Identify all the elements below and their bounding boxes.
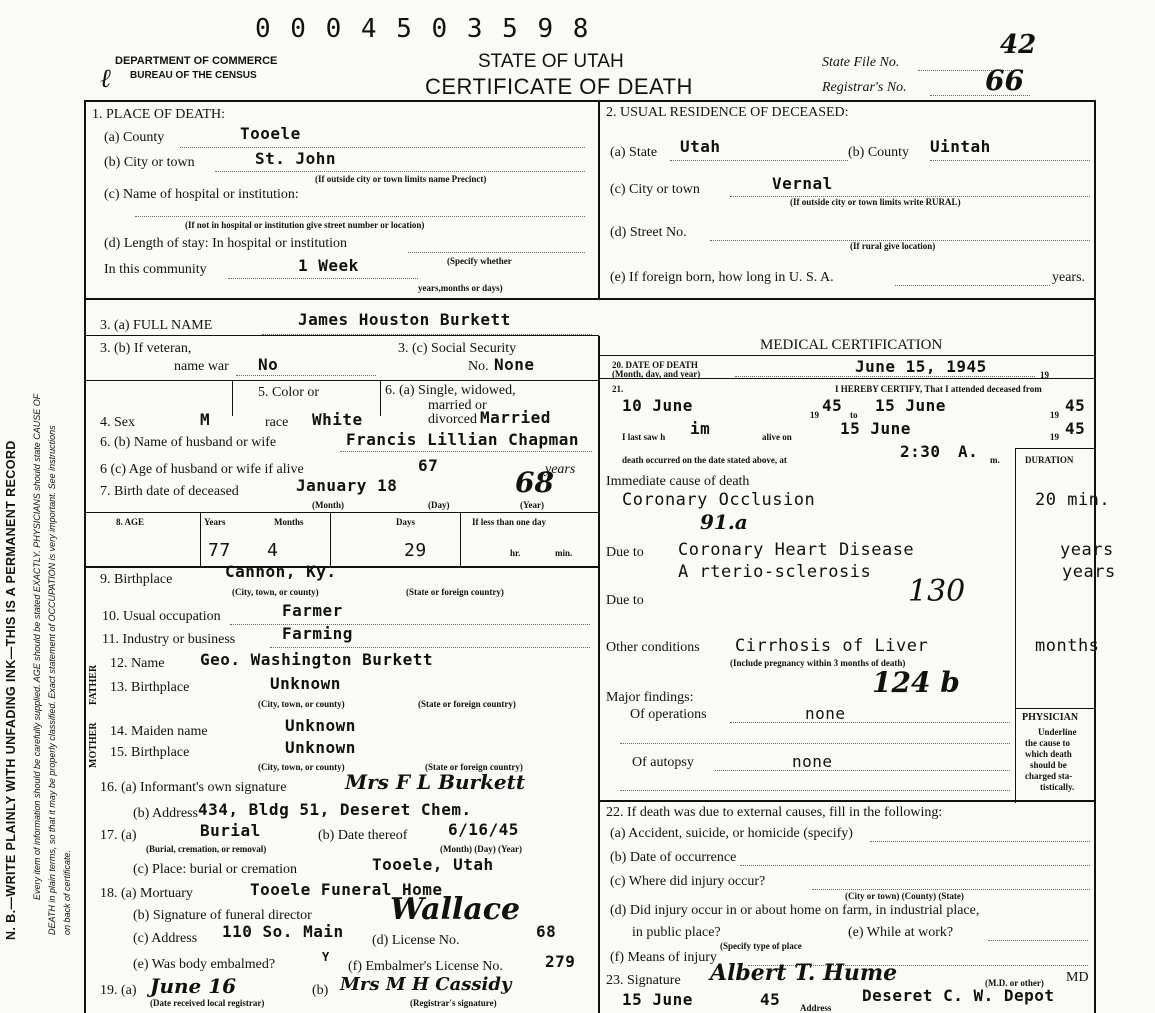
mortuary-address-value: 110 So. Main [222,922,344,941]
other-conditions-value: Cirrhosis of Liver [735,636,929,656]
mother-note-2: (State or foreign country) [425,762,523,772]
age-years-value: 77 [208,540,231,561]
res-street-note: (If rural give location) [850,241,936,251]
race-label: race [265,415,289,430]
pod-city-value: St. John [255,149,337,168]
age-years-head: Years [204,517,226,527]
res-county-value: Uintah [930,137,991,156]
father-note-2: (State or foreign country) [418,699,516,709]
attended-from-year: 45 [822,396,843,415]
informant-address-value: 434, Bldg 51, Deseret Chem. [198,800,472,819]
license-label: (d) License No. [372,933,460,948]
age-days-head: Days [396,517,416,527]
signature-date-year: 45 [760,990,781,1009]
mother-birthplace-value: Unknown [285,738,356,757]
certificate-title: CERTIFICATE OF DEATH [425,74,693,99]
pod-hospital-label: (c) Name of hospital or institution: [104,187,299,202]
birthplace-note-1: (City, town, or county) [232,587,319,597]
attended-19b: 19 [1050,410,1059,420]
death-am-value: A. [958,442,979,461]
serial-number: 0 0 0 4 5 0 3 5 9 8 [255,14,591,44]
registrar-signature-note: (Registrar's signature) [410,998,497,1008]
father-name-label: 12. Name [110,656,165,671]
alive-on-year: 45 [1065,419,1086,438]
external-b-label: (b) Date of occurrence [610,850,737,865]
informant-signature: Mrs F L Burkett [345,770,526,794]
external-d2-label: in public place? [632,925,721,940]
death-m-label: m. [990,455,1000,465]
attended-to-year: 45 [1065,396,1086,415]
duration-3-value: years [1062,562,1116,582]
burial-note: (Burial, cremation, or removal) [146,844,267,854]
father-note-1: (City, town, or county) [258,699,345,709]
registrar-date-value: June 16 [150,974,237,998]
pod-stay-label: (d) Length of stay: In hospital or institution [104,236,348,251]
pod-community-value: 1 Week [298,256,359,275]
birth-day-note: (Day) [428,500,450,510]
medical-heading: MEDICAL CERTIFICATION [760,337,943,353]
burial-place-value: Tooele, Utah [372,855,494,874]
res-county-label: (b) County [848,145,910,160]
external-heading: 22. If death was due to external causes, fill in the following: [606,805,943,820]
age-min-label: min. [555,548,573,558]
spouse-label: 6. (b) Name of husband or wife [100,435,277,450]
age-lt-day-head: If less than one day [472,517,547,527]
pod-specify-note: (Specify whether [447,256,512,266]
place-of-death-heading: 1. PLACE OF DEATH: [92,107,226,122]
mother-maiden-label: 14. Maiden name [110,724,208,739]
duration-2-value: years [1060,540,1114,560]
physician-heading: PHYSICIAN [1022,712,1079,723]
external-a-label: (a) Accident, suicide, or homicide (specify) [610,826,853,841]
state-file-label: State File No. [822,55,900,70]
other-conditions-label: Other conditions [606,640,700,655]
age-months-value: 4 [267,540,279,561]
age-days-value: 29 [404,540,427,561]
res-city-value: Vernal [772,174,833,193]
signature-date: 15 June [622,990,693,1009]
cause-code-2: 130 [908,574,966,609]
burial-place-label: (c) Place: burial or cremation [133,862,298,877]
mortuary-address-label: (c) Address [133,931,198,946]
pod-city-note: (If outside city or town limits name Precinct) [315,174,487,184]
external-d-label: (d) Did injury occur in or about home on farm, in industrial place, [610,903,980,918]
industry-value: Farming [282,624,353,643]
spouse-value: Francis Lillian Chapman [346,430,580,449]
birth-year-hand: 68 [515,466,554,499]
funeral-director-label: (b) Signature of funeral director [133,908,312,923]
physician-signature: Albert T. Hume [710,960,898,986]
birth-month-note: (Month) [312,500,344,510]
mother-birthplace-label: 15. Birthplace [110,745,190,760]
due-to-1-label: Due to [606,545,644,560]
age-hr-label: hr. [510,548,521,558]
embalmed-label: (e) Was body embalmed? [133,957,276,972]
mortuary-value: Tooele Funeral Home [250,880,443,899]
physician-note-5: charged sta- [1025,771,1073,781]
margin-note-3: on back of certificate. [62,849,72,935]
registrar-row-label: 19. (a) [100,983,137,998]
duration-1-value: 20 min. [1035,490,1111,510]
social-value: None [494,355,535,374]
burial-label: 17. (a) [100,828,137,843]
pod-hospital-note: (If not in hospital or institution give street number or location) [185,220,425,230]
age-months-head: Months [274,517,304,527]
race-value: White [312,410,363,429]
res-state-label: (a) State [610,145,658,160]
physician-note-1: Underline [1038,727,1077,737]
cause-1-value: Coronary Occlusion [622,490,816,510]
social-label: 3. (c) Social Security [398,341,517,356]
attended-19a: 19 [810,410,819,420]
autopsy-value: none [792,752,833,771]
margin-note-1: Every item of information should be carefully supplied. AGE should be stated EXACTLY. PHYSICIANS should state CAUSE OF [32,393,42,900]
veteran-war-label: name war [174,359,229,374]
immediate-cause-label: Immediate cause of death [606,474,750,489]
pod-community-label: In this community [104,262,207,277]
pod-city-label: (b) City or town [104,155,195,170]
signature-address-value: Deseret C. W. Depot [862,986,1055,1005]
death-time-value: 2:30 [900,442,941,461]
spouse-years-label: years [545,462,576,477]
attended-from-day: 10 June [622,396,693,415]
pregnancy-note: (Include pregnancy within 3 months of death) [730,658,906,668]
bureau-label: BUREAU OF THE CENSUS [130,70,257,81]
attended-to-label: to [850,410,858,420]
marital-value: Married [480,408,551,427]
operations-label: Of operations [630,707,707,722]
res-years-label: years. [1052,270,1086,285]
pod-county-value: Tooele [240,124,301,143]
physician-note-2: the cause to [1025,738,1070,748]
father-birthplace-value: Unknown [270,674,341,693]
veteran-value: No [258,355,279,374]
burial-date-label: (b) Date thereof [318,828,408,843]
alive-on-label: alive on [762,432,792,442]
mother-side-label: MOTHER [88,722,99,768]
informant-address-label: (b) Address [133,806,198,821]
spouse-age-label: 6 (c) Age of husband or wife if alive [100,462,304,477]
physician-note-3: which death [1025,749,1072,759]
res-street-label: (d) Street No. [610,225,687,240]
margin-instructions [0,0,80,1013]
due-to-2-label: Due to [606,593,644,608]
age-label: 8. AGE [116,517,145,527]
autopsy-label: Of autopsy [632,755,694,770]
mother-maiden-value: Unknown [285,716,356,735]
physician-note-4: should be [1030,760,1067,770]
license-value: 68 [536,922,557,941]
signature-md-note: (M.D. or other) [985,978,1044,988]
full-name-label: 3. (a) FULL NAME [100,318,213,333]
death-occurred-label: death occurred on the date stated above, at [622,455,787,465]
signature-label: 23. Signature [606,973,681,988]
father-side-label: FATHER [88,664,99,705]
res-city-note: (If outside city or town limits write RURAL) [790,197,961,207]
sex-label: 4. Sex [100,415,135,430]
burial-date-value: 6/16/45 [448,820,519,839]
registrar-b-label: (b) [312,983,329,998]
duration-4-value: months [1035,636,1100,656]
res-city-label: (c) City or town [610,182,700,197]
funeral-director-signature: Wallace [390,892,521,927]
veteran-label: 3. (b) If veteran, [100,341,192,356]
embalmed-value: Y [322,950,330,964]
res-foreign-label: (e) If foreign born, how long in U. S. A. [610,270,834,285]
full-name-value: James Houston Burkett [298,310,511,329]
informant-label: 16. (a) Informant's own signature [100,780,287,795]
certify-number: 21. [612,384,624,394]
father-birthplace-label: 13. Birthplace [110,680,190,695]
state-file-value: 42 [1000,30,1037,60]
cause-3-value: A rterio-sclerosis [678,562,872,582]
sex-value: M [200,410,211,429]
marital-label-3: divorced [428,412,477,427]
corner-mark: ℓ [100,64,111,94]
burial-date-note: (Month) (Day) (Year) [440,844,522,854]
last-saw-label: I last saw h [622,432,666,442]
registrar-signature: Mrs M H Cassidy [340,974,512,995]
alive-19c: 19 [1050,432,1059,442]
certify-text: I HEREBY CERTIFY, That I attended deceased from [835,384,1042,394]
embalmer-license-value: 279 [545,952,576,971]
external-e-label: (e) While at work? [848,925,954,940]
mother-note-1: (City, town, or county) [258,762,345,772]
father-name-value: Geo. Washington Burkett [200,650,434,669]
marital-label-2: married or [428,398,487,413]
margin-note-2: DEATH in plain terms, so that it may be properly classified. Exact statement of OCCUPATION is very important. See instructions [47,425,57,935]
res-state-value: Utah [680,137,721,156]
external-d2-note: (Specify type of place [720,941,802,951]
date-of-death-value: June 15, 1945 [855,357,987,376]
duration-heading: DURATION [1025,455,1074,465]
external-c-note: (City or town) (County) (State) [845,891,964,901]
industry-label: 11. Industry or business [102,632,236,647]
attended-to-day: 15 June [875,396,946,415]
registrar-date-note: (Date received local registrar) [150,998,265,1008]
last-saw-value: im [690,419,711,438]
mortuary-label: 18. (a) Mortuary [100,886,193,901]
alive-on-value: 15 June [840,419,911,438]
cause-2-value: Coronary Heart Disease [678,540,915,560]
operations-value: none [805,704,846,723]
burial-value: Burial [200,821,261,840]
birth-date-value: January 18 [296,476,398,495]
pod-ymd-note: years,months or days) [418,283,503,293]
margin-warning-text: N. B.—WRITE PLAINLY WITH UNFADING INK—THIS IS A PERMANENT RECORD [4,440,18,940]
major-findings-label: Major findings: [606,690,694,705]
signature-md-value: MD [1066,970,1089,985]
marital-label-1: 6. (a) Single, widowed, [385,383,516,398]
external-f-label: (f) Means of injury [610,950,717,965]
color-label: 5. Color or [258,385,320,400]
date-of-death-note: (Month, day, and year) [612,369,701,379]
registrar-label: Registrar's No. [822,80,907,95]
date-of-death-19: 19 [1040,370,1049,380]
birthplace-note-2: (State or foreign country) [406,587,504,597]
department-label: DEPARTMENT OF COMMERCE [115,55,278,67]
birth-date-label: 7. Birth date of deceased [100,484,239,499]
registrar-value: 66 [985,64,1024,97]
state-title: STATE OF UTAH [478,51,624,72]
physician-note-6: tistically. [1040,782,1075,792]
embalmer-license-label: (f) Embalmer's License No. [348,959,503,974]
birthplace-value: Cannon, Ky. [225,562,337,581]
spouse-age-value: 67 [418,456,439,475]
birthplace-label: 9. Birthplace [100,572,173,587]
cause-code-3: 124 b [872,666,960,699]
date-of-death-label: 20. DATE OF DEATH [612,360,698,370]
social-no-label: No. [468,359,489,374]
pod-county-label: (a) County [104,130,165,145]
signature-address-label: Address [800,1003,832,1013]
residence-heading: 2. USUAL RESIDENCE OF DECEASED: [606,105,849,120]
occupation-value: Farmer [282,601,343,620]
cause-code-1: 91.a [700,510,748,534]
birth-year-note: (Year) [520,500,544,510]
external-c-label: (c) Where did injury occur? [610,874,766,889]
occupation-label: 10. Usual occupation [102,609,221,624]
